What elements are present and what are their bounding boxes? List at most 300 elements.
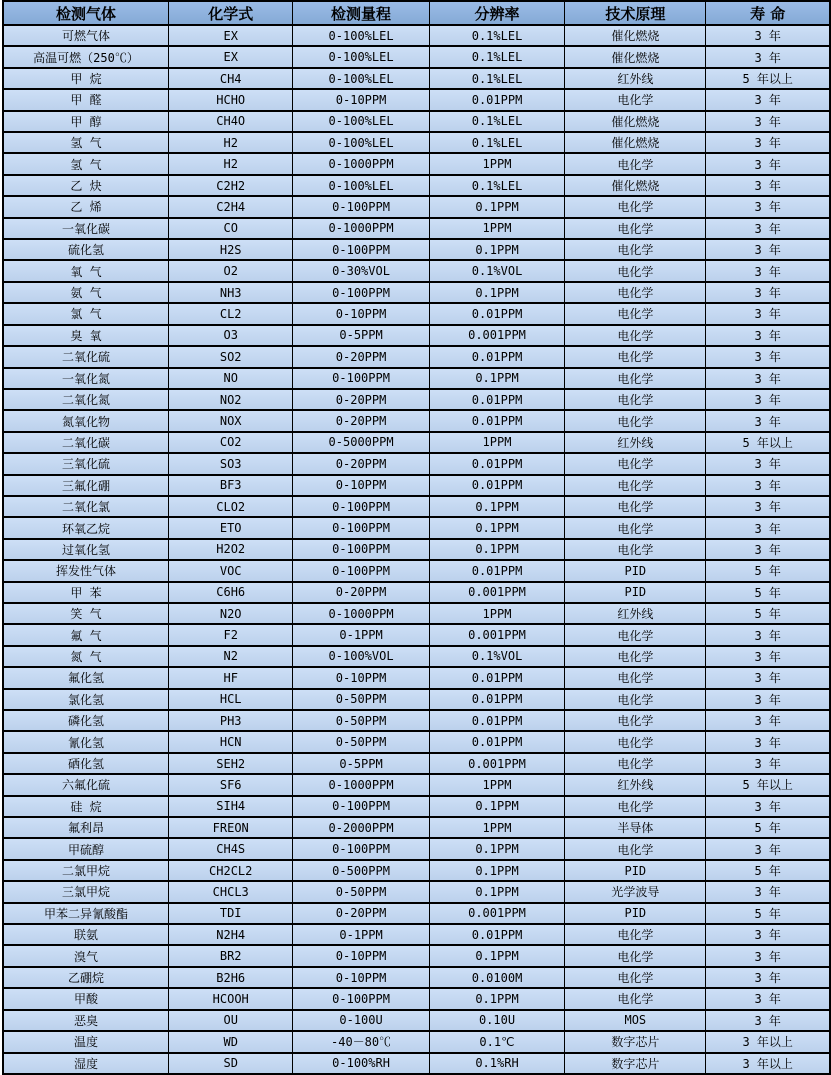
- table-cell: PID: [565, 860, 706, 881]
- table-row: [3, 967, 830, 988]
- table-row: [3, 988, 830, 1009]
- table-cell: 氯化氢: [3, 689, 169, 710]
- gas-sensor-spec-table: [2, 0, 831, 1075]
- table-cell: 3 年: [706, 153, 830, 174]
- table-cell: 3 年: [706, 46, 830, 67]
- table-cell: PH3: [169, 710, 293, 731]
- table-cell: 3 年: [706, 1010, 830, 1031]
- table-cell: CH4: [169, 68, 293, 89]
- column-header: 化学式: [169, 1, 293, 25]
- table-body: [3, 25, 830, 1074]
- table-cell: PID: [565, 582, 706, 603]
- table-cell: CH4O: [169, 111, 293, 132]
- table-cell: B2H6: [169, 967, 293, 988]
- table-cell: 3 年: [706, 368, 830, 389]
- table-cell: 3 年: [706, 239, 830, 260]
- table-cell: 电化学: [565, 346, 706, 367]
- table-row: [3, 325, 830, 346]
- table-cell: 电化学: [565, 838, 706, 859]
- table-cell: 催化燃烧: [565, 175, 706, 196]
- table-cell: 甲 醇: [3, 111, 169, 132]
- table-row: [3, 646, 830, 667]
- table-cell: HCOOH: [169, 988, 293, 1009]
- table-cell: 0.1PPM: [429, 988, 565, 1009]
- table-cell: WD: [169, 1031, 293, 1052]
- table-cell: 催化燃烧: [565, 25, 706, 46]
- table-row: [3, 603, 830, 624]
- table-cell: 0-100PPM: [293, 560, 429, 581]
- table-cell: 3 年: [706, 325, 830, 346]
- table-row: [3, 218, 830, 239]
- table-cell: 氢 气: [3, 153, 169, 174]
- table-cell: 0-5PPM: [293, 325, 429, 346]
- table-cell: 电化学: [565, 624, 706, 645]
- table-cell: OU: [169, 1010, 293, 1031]
- table-cell: 0.1%LEL: [429, 68, 565, 89]
- table-cell: 0-10PPM: [293, 89, 429, 110]
- table-cell: 3 年: [706, 111, 830, 132]
- table-cell: 1PPM: [429, 218, 565, 239]
- table-cell: 3 年: [706, 196, 830, 217]
- table-cell: F2: [169, 624, 293, 645]
- table-cell: 0.1%RH: [429, 1053, 565, 1075]
- table-cell: 电化学: [565, 239, 706, 260]
- table-row: [3, 753, 830, 774]
- table-cell: 5 年: [706, 903, 830, 924]
- table-cell: 0-1PPM: [293, 624, 429, 645]
- table-cell: 0.1PPM: [429, 796, 565, 817]
- column-header: 寿 命: [706, 1, 830, 25]
- table-cell: 臭 氧: [3, 325, 169, 346]
- table-cell: H2S: [169, 239, 293, 260]
- table-cell: 电化学: [565, 389, 706, 410]
- table-row: [3, 368, 830, 389]
- table-cell: 3 年以上: [706, 1031, 830, 1052]
- table-cell: 3 年: [706, 539, 830, 560]
- table-cell: 0-50PPM: [293, 881, 429, 902]
- table-cell: 二氧化氯: [3, 496, 169, 517]
- table-cell: 0.01PPM: [429, 924, 565, 945]
- table-cell: 0-100%LEL: [293, 46, 429, 67]
- table-cell: 0.1PPM: [429, 368, 565, 389]
- table-cell: 0-20PPM: [293, 346, 429, 367]
- table-cell: -40－80℃: [293, 1031, 429, 1052]
- table-cell: 0-50PPM: [293, 731, 429, 752]
- table-cell: 3 年: [706, 453, 830, 474]
- table-cell: 5 年: [706, 603, 830, 624]
- table-cell: 0-1000PPM: [293, 774, 429, 795]
- table-cell: 5 年以上: [706, 68, 830, 89]
- table-row: [3, 1053, 830, 1075]
- table-cell: ETO: [169, 517, 293, 538]
- table-cell: 3 年: [706, 731, 830, 752]
- table-cell: 氧 气: [3, 260, 169, 281]
- table-cell: 0-50PPM: [293, 710, 429, 731]
- table-cell: 3 年: [706, 689, 830, 710]
- table-row: [3, 196, 830, 217]
- table-cell: CH2CL2: [169, 860, 293, 881]
- table-cell: 0.1%LEL: [429, 46, 565, 67]
- table-cell: 0-30%VOL: [293, 260, 429, 281]
- table-cell: 3 年: [706, 389, 830, 410]
- header-row: [3, 1, 830, 25]
- table-cell: 乙 烯: [3, 196, 169, 217]
- table-cell: 0-100%RH: [293, 1053, 429, 1075]
- table-cell: 0.0100M: [429, 967, 565, 988]
- table-cell: 数字芯片: [565, 1031, 706, 1052]
- table-cell: 3 年: [706, 175, 830, 196]
- table-cell: 挥发性气体: [3, 560, 169, 581]
- table-cell: 3 年: [706, 710, 830, 731]
- table-cell: SF6: [169, 774, 293, 795]
- table-cell: 1PPM: [429, 817, 565, 838]
- table-cell: 甲 烷: [3, 68, 169, 89]
- table-cell: EX: [169, 46, 293, 67]
- table-cell: 0-50PPM: [293, 689, 429, 710]
- table-cell: 0.1PPM: [429, 196, 565, 217]
- table-cell: 甲硫醇: [3, 838, 169, 859]
- table-cell: 0.01PPM: [429, 453, 565, 474]
- table-row: [3, 453, 830, 474]
- table-cell: 3 年: [706, 132, 830, 153]
- table-cell: O2: [169, 260, 293, 281]
- table-cell: 0.01PPM: [429, 89, 565, 110]
- table-cell: 0.1%LEL: [429, 25, 565, 46]
- table-row: [3, 111, 830, 132]
- table-cell: 0-100PPM: [293, 239, 429, 260]
- table-row: [3, 175, 830, 196]
- table-cell: HF: [169, 667, 293, 688]
- table-cell: 0.1%VOL: [429, 646, 565, 667]
- table-cell: 0.001PPM: [429, 582, 565, 603]
- table-cell: 甲 醛: [3, 89, 169, 110]
- table-cell: 3 年: [706, 667, 830, 688]
- table-row: [3, 46, 830, 67]
- table-cell: 0-10PPM: [293, 475, 429, 496]
- table-cell: BF3: [169, 475, 293, 496]
- table-cell: 氨 气: [3, 282, 169, 303]
- table-cell: N2: [169, 646, 293, 667]
- table-cell: C2H4: [169, 196, 293, 217]
- table-cell: MOS: [565, 1010, 706, 1031]
- table-cell: C6H6: [169, 582, 293, 603]
- table-cell: 0-1000PPM: [293, 218, 429, 239]
- table-row: [3, 432, 830, 453]
- table-row: [3, 346, 830, 367]
- table-row: [3, 903, 830, 924]
- table-cell: 3 年: [706, 496, 830, 517]
- table-row: [3, 796, 830, 817]
- table-cell: 0-100%LEL: [293, 111, 429, 132]
- table-cell: 0-100PPM: [293, 539, 429, 560]
- table-cell: 氮 气: [3, 646, 169, 667]
- table-cell: 3 年: [706, 796, 830, 817]
- table-cell: 电化学: [565, 260, 706, 281]
- table-cell: 乙硼烷: [3, 967, 169, 988]
- table-cell: 甲 苯: [3, 582, 169, 603]
- table-cell: 电化学: [565, 731, 706, 752]
- table-cell: 过氧化氢: [3, 539, 169, 560]
- table-cell: 恶臭: [3, 1010, 169, 1031]
- table-row: [3, 68, 830, 89]
- table-row: [3, 389, 830, 410]
- table-cell: 三氧化硫: [3, 453, 169, 474]
- table-cell: 0.01PPM: [429, 389, 565, 410]
- table-cell: 电化学: [565, 945, 706, 966]
- table-cell: 二氯甲烷: [3, 860, 169, 881]
- table-row: [3, 282, 830, 303]
- table-cell: HCHO: [169, 89, 293, 110]
- table-cell: 硅 烷: [3, 796, 169, 817]
- table-row: [3, 239, 830, 260]
- table-cell: 电化学: [565, 453, 706, 474]
- table-cell: 0-1000PPM: [293, 603, 429, 624]
- table-cell: 电化学: [565, 646, 706, 667]
- table-cell: 3 年: [706, 475, 830, 496]
- table-cell: 0.1PPM: [429, 539, 565, 560]
- table-row: [3, 860, 830, 881]
- table-cell: 0.1PPM: [429, 282, 565, 303]
- table-cell: 氢 气: [3, 132, 169, 153]
- table-cell: 电化学: [565, 282, 706, 303]
- table-cell: 3 年: [706, 218, 830, 239]
- table-cell: 3 年: [706, 89, 830, 110]
- table-cell: NOX: [169, 410, 293, 431]
- table-cell: EX: [169, 25, 293, 46]
- table-cell: 3 年: [706, 303, 830, 324]
- table-cell: 3 年: [706, 988, 830, 1009]
- table-cell: SIH4: [169, 796, 293, 817]
- table-cell: 催化燃烧: [565, 111, 706, 132]
- table-cell: 磷化氢: [3, 710, 169, 731]
- table-row: [3, 410, 830, 431]
- table-cell: 催化燃烧: [565, 46, 706, 67]
- table-cell: 3 年: [706, 25, 830, 46]
- table-cell: H2O2: [169, 539, 293, 560]
- table-cell: 0-100PPM: [293, 496, 429, 517]
- table-cell: 电化学: [565, 368, 706, 389]
- table-cell: SO2: [169, 346, 293, 367]
- table-cell: 3 年: [706, 282, 830, 303]
- table-cell: 0-100PPM: [293, 796, 429, 817]
- table-row: [3, 25, 830, 46]
- table-cell: 联氨: [3, 924, 169, 945]
- table-cell: 0-10PPM: [293, 303, 429, 324]
- table-cell: 二氧化碳: [3, 432, 169, 453]
- table-cell: 0.1PPM: [429, 860, 565, 881]
- table-cell: 红外线: [565, 603, 706, 624]
- table-row: [3, 89, 830, 110]
- table-cell: 0-10PPM: [293, 967, 429, 988]
- column-header: 技术原理: [565, 1, 706, 25]
- table-cell: 0-10PPM: [293, 945, 429, 966]
- table-cell: 0-500PPM: [293, 860, 429, 881]
- table-cell: 电化学: [565, 967, 706, 988]
- table-cell: 0.001PPM: [429, 903, 565, 924]
- table-cell: 0-100PPM: [293, 368, 429, 389]
- table-cell: 红外线: [565, 432, 706, 453]
- table-cell: 0.001PPM: [429, 624, 565, 645]
- table-cell: 0-100%LEL: [293, 25, 429, 46]
- table-cell: 0.01PPM: [429, 475, 565, 496]
- table-cell: 0-20PPM: [293, 903, 429, 924]
- table-row: [3, 582, 830, 603]
- table-cell: 乙 炔: [3, 175, 169, 196]
- table-cell: 3 年: [706, 967, 830, 988]
- table-cell: 0-100PPM: [293, 282, 429, 303]
- table-cell: 0.1%LEL: [429, 175, 565, 196]
- table-cell: 0.01PPM: [429, 303, 565, 324]
- table-cell: TDI: [169, 903, 293, 924]
- table-cell: 0-100PPM: [293, 517, 429, 538]
- table-cell: 3 年: [706, 410, 830, 431]
- table-cell: 电化学: [565, 517, 706, 538]
- table-cell: CO: [169, 218, 293, 239]
- table-cell: 0-100%LEL: [293, 132, 429, 153]
- table-cell: 0.1%VOL: [429, 260, 565, 281]
- table-cell: 红外线: [565, 68, 706, 89]
- table-cell: 0.1%LEL: [429, 132, 565, 153]
- table-cell: 电化学: [565, 218, 706, 239]
- table-cell: 0.1PPM: [429, 881, 565, 902]
- table-cell: 一氧化碳: [3, 218, 169, 239]
- table-row: [3, 710, 830, 731]
- table-cell: 可燃气体: [3, 25, 169, 46]
- table-cell: 甲苯二异氰酸酯: [3, 903, 169, 924]
- column-header: 检测气体: [3, 1, 169, 25]
- table-row: [3, 624, 830, 645]
- table-cell: 0.10U: [429, 1010, 565, 1031]
- table-cell: 电化学: [565, 753, 706, 774]
- table-cell: 1PPM: [429, 774, 565, 795]
- table-cell: 二氧化硫: [3, 346, 169, 367]
- table-cell: 环氧乙烷: [3, 517, 169, 538]
- table-cell: N2H4: [169, 924, 293, 945]
- table-cell: 3 年: [706, 945, 830, 966]
- table-cell: 3 年以上: [706, 1053, 830, 1075]
- table-cell: 电化学: [565, 196, 706, 217]
- table-row: [3, 517, 830, 538]
- table-cell: 电化学: [565, 303, 706, 324]
- table-cell: 1PPM: [429, 603, 565, 624]
- table-cell: 0-2000PPM: [293, 817, 429, 838]
- table-cell: 半导体: [565, 817, 706, 838]
- table-cell: 0.1PPM: [429, 838, 565, 859]
- table-cell: 0-100%VOL: [293, 646, 429, 667]
- table-cell: 温度: [3, 1031, 169, 1052]
- table-cell: 3 年: [706, 624, 830, 645]
- table-cell: H2: [169, 132, 293, 153]
- table-cell: 氰化氢: [3, 731, 169, 752]
- table-cell: 电化学: [565, 475, 706, 496]
- table-header: [3, 1, 830, 25]
- table-cell: SEH2: [169, 753, 293, 774]
- table-cell: 二氧化氮: [3, 389, 169, 410]
- table-cell: 湿度: [3, 1053, 169, 1075]
- table-cell: BR2: [169, 945, 293, 966]
- table-row: [3, 260, 830, 281]
- table-cell: 5 年: [706, 817, 830, 838]
- table-cell: 0.1%LEL: [429, 111, 565, 132]
- table-cell: 电化学: [565, 153, 706, 174]
- table-row: [3, 667, 830, 688]
- table-row: [3, 838, 830, 859]
- table-cell: 0-100%LEL: [293, 68, 429, 89]
- table-cell: 电化学: [565, 325, 706, 346]
- table-cell: 电化学: [565, 924, 706, 945]
- table-cell: 3 年: [706, 753, 830, 774]
- table-cell: 0.01PPM: [429, 346, 565, 367]
- table-cell: 一氧化氮: [3, 368, 169, 389]
- table-cell: 氟利昂: [3, 817, 169, 838]
- table-cell: 0.001PPM: [429, 325, 565, 346]
- table-cell: 3 年: [706, 646, 830, 667]
- table-row: [3, 1031, 830, 1052]
- table-cell: 三氯甲烷: [3, 881, 169, 902]
- table-cell: 3 年: [706, 517, 830, 538]
- table-row: [3, 132, 830, 153]
- table-cell: 0.01PPM: [429, 731, 565, 752]
- table-cell: 高温可燃（250℃）: [3, 46, 169, 67]
- table-cell: 三氟化硼: [3, 475, 169, 496]
- table-cell: 3 年: [706, 260, 830, 281]
- table-cell: 氮氧化物: [3, 410, 169, 431]
- table-cell: 氟化氢: [3, 667, 169, 688]
- table-cell: O3: [169, 325, 293, 346]
- table-cell: 0.01PPM: [429, 689, 565, 710]
- table-cell: NO: [169, 368, 293, 389]
- table-cell: 0.01PPM: [429, 560, 565, 581]
- table-cell: 1PPM: [429, 153, 565, 174]
- table-cell: 3 年: [706, 924, 830, 945]
- table-cell: 电化学: [565, 89, 706, 110]
- table-cell: CHCL3: [169, 881, 293, 902]
- table-cell: FREON: [169, 817, 293, 838]
- table-cell: N2O: [169, 603, 293, 624]
- table-cell: 0-1000PPM: [293, 153, 429, 174]
- table-cell: 数字芯片: [565, 1053, 706, 1075]
- table-row: [3, 817, 830, 838]
- table-cell: 0.1℃: [429, 1031, 565, 1052]
- table-cell: VOC: [169, 560, 293, 581]
- table-cell: 0-100PPM: [293, 988, 429, 1009]
- table-cell: 甲酸: [3, 988, 169, 1009]
- table-cell: 0-1PPM: [293, 924, 429, 945]
- table-cell: 5 年以上: [706, 432, 830, 453]
- table-cell: 0.1PPM: [429, 517, 565, 538]
- table-row: [3, 924, 830, 945]
- table-cell: 3 年: [706, 881, 830, 902]
- table-cell: 硒化氢: [3, 753, 169, 774]
- table-cell: 0-5PPM: [293, 753, 429, 774]
- table-cell: 氟 气: [3, 624, 169, 645]
- table-row: [3, 945, 830, 966]
- table-cell: 0.1PPM: [429, 496, 565, 517]
- table-cell: 3 年: [706, 838, 830, 859]
- table-cell: 电化学: [565, 710, 706, 731]
- table-cell: 3 年: [706, 346, 830, 367]
- table-row: [3, 560, 830, 581]
- table-cell: 0.01PPM: [429, 410, 565, 431]
- table-row: [3, 774, 830, 795]
- table-cell: PID: [565, 560, 706, 581]
- table-cell: 催化燃烧: [565, 132, 706, 153]
- table-cell: 六氟化硫: [3, 774, 169, 795]
- table-row: [3, 689, 830, 710]
- table-cell: 硫化氢: [3, 239, 169, 260]
- table-cell: 溴气: [3, 945, 169, 966]
- table-cell: 0-100PPM: [293, 196, 429, 217]
